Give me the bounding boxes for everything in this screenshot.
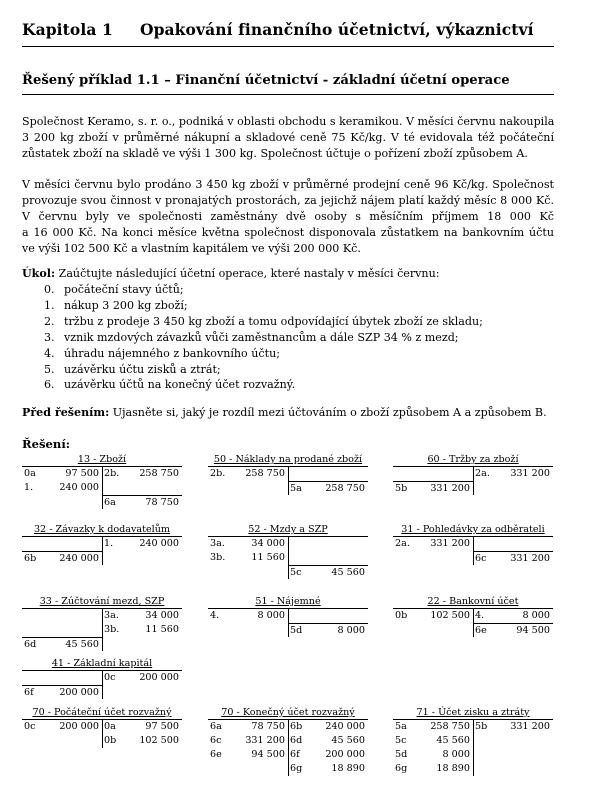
entry-code: 6e: [210, 749, 222, 760]
account-grid: [22, 719, 182, 748]
account-row: [393, 734, 553, 748]
account-row: [22, 734, 182, 748]
entry-code: 6f: [24, 687, 34, 698]
example-title: Řešený příklad 1.1 – Finanční účetnictví - základní účetní operace: [22, 73, 510, 88]
task-text: uzávěrku účtů na konečný účet rozvažný.: [64, 378, 296, 392]
account-grid: [22, 608, 182, 651]
debit-cell: [208, 623, 288, 637]
debit-cell: [393, 551, 473, 565]
entry-code: 5a: [395, 721, 407, 732]
entry-amount: 331 200: [510, 468, 550, 479]
entry-amount: 8 000: [442, 749, 470, 760]
account-row: [393, 537, 553, 551]
debit-cell: [22, 481, 102, 495]
entry-amount: 258 750: [245, 468, 285, 479]
entry-code: 4.: [210, 610, 220, 621]
entry-code: 1.: [104, 538, 114, 549]
entry-amount: 45 560: [331, 567, 365, 578]
account-row: [22, 467, 182, 481]
debit-cell: [22, 637, 102, 651]
account-row: [208, 734, 368, 748]
task-number: 3.: [44, 330, 55, 344]
entry-amount: 11 560: [145, 624, 179, 635]
debit-cell: [393, 481, 473, 495]
task-heading: [22, 266, 439, 282]
paragraph-company: [22, 114, 554, 162]
account-title: 52 - Mzdy a SZP: [248, 524, 328, 535]
entry-amount: 97 500: [65, 468, 99, 479]
account-row: [393, 467, 553, 481]
entry-code: 6b: [24, 553, 37, 564]
account-title: 41 - Základní kapitál: [51, 658, 153, 669]
account-title: 22 - Bankovní účet: [427, 596, 519, 607]
account-row: [208, 623, 368, 637]
entry-code: 5b: [475, 721, 488, 732]
task-text: uzávěrku účtu zisků a ztrát;: [64, 362, 221, 376]
credit-cell: [102, 671, 182, 685]
t-account: [393, 707, 553, 776]
entry-amount: 34 000: [251, 538, 285, 549]
account-grid: [393, 608, 553, 637]
account-row: [208, 551, 368, 565]
account-row: [22, 551, 182, 565]
entry-amount: 331 200: [430, 538, 470, 549]
account-row: [208, 609, 368, 623]
account-row: [22, 623, 182, 637]
task-number: 1.: [44, 298, 55, 312]
entry-amount: 94 500: [251, 749, 285, 760]
t-account: [22, 524, 182, 565]
entry-code: 6c: [210, 735, 222, 746]
entry-code: 1.: [24, 482, 34, 493]
entry-amount: 11 560: [251, 552, 285, 563]
text-line: provozuje svou činnost v pronajatých prostorách, za jejichž nájem platí každý měsíc 8 000 Kč.: [22, 193, 554, 207]
entry-amount: 18 890: [436, 763, 470, 774]
account-row: [208, 720, 368, 734]
credit-cell: [102, 467, 182, 481]
entry-code: 5d: [395, 749, 408, 760]
credit-cell: [473, 748, 553, 762]
entry-code: 6c: [475, 553, 487, 564]
credit-cell: [102, 720, 182, 734]
task-number: 6.: [44, 378, 55, 392]
task-text: vznik mzdových závazků vůči zaměstnancům a dále SZP 34 % z mezd;: [64, 330, 459, 344]
solution-label: Řešení:: [22, 437, 71, 451]
credit-cell: [288, 537, 368, 551]
entry-code: 6d: [290, 735, 303, 746]
debit-cell: [22, 734, 102, 748]
debit-cell: [393, 467, 473, 481]
task-item: [44, 282, 483, 298]
entry-code: 0a: [24, 468, 36, 479]
task-item: [44, 362, 483, 378]
debit-cell: [208, 734, 288, 748]
entry-amount: 331 200: [510, 553, 550, 564]
account-title: 71 - Účet zisku a ztráty: [416, 707, 530, 718]
entry-amount: 94 500: [516, 625, 550, 636]
account-grid: [393, 466, 553, 495]
credit-cell: [473, 481, 553, 495]
task-number: 4.: [44, 346, 55, 360]
entry-amount: 331 200: [245, 735, 285, 746]
account-row: [208, 467, 368, 481]
entry-amount: 200 000: [59, 721, 99, 732]
debit-cell: [208, 609, 288, 623]
debit-cell: [208, 762, 288, 776]
entry-amount: 331 200: [430, 483, 470, 494]
account-row: [208, 565, 368, 579]
entry-amount: 8 000: [522, 610, 550, 621]
entry-code: 5c: [395, 735, 407, 746]
debit-cell: [393, 623, 473, 637]
t-account: [208, 524, 368, 579]
credit-cell: [102, 685, 182, 699]
account-row: [208, 748, 368, 762]
entry-code: 5d: [290, 625, 303, 636]
t-account: [22, 707, 182, 748]
entry-code: 0c: [104, 672, 116, 683]
task-number: 2.: [44, 314, 55, 328]
account-grid: [208, 608, 368, 637]
account-grid: [208, 719, 368, 776]
account-title: 32 - Závazky k dodavatelům: [33, 524, 171, 535]
task-text: úhradu nájemného z bankovního účtu;: [64, 346, 280, 360]
account-title: 51 - Nájemné: [255, 596, 321, 607]
entry-amount: 8 000: [337, 625, 365, 636]
account-grid: [22, 536, 182, 565]
text-line: ve výši 102 500 Kč a vlastním kapitálem ve výši 200 000 Kč.: [22, 241, 361, 255]
entry-amount: 97 500: [145, 721, 179, 732]
t-account: [393, 454, 553, 495]
account-row: [208, 762, 368, 776]
entry-amount: 102 500: [430, 610, 470, 621]
task-text: nákup 3 200 kg zboží;: [64, 298, 188, 312]
account-title: 70 - Počáteční účet rozvažný: [32, 707, 172, 718]
debit-cell: [208, 720, 288, 734]
credit-cell: [473, 551, 553, 565]
entry-code: 2b.: [210, 468, 226, 479]
entry-code: 6g: [290, 763, 303, 774]
debit-cell: [22, 609, 102, 623]
credit-cell: [102, 609, 182, 623]
credit-cell: [473, 537, 553, 551]
t-account: [22, 454, 182, 509]
credit-cell: [102, 495, 182, 509]
entry-code: 6a: [210, 721, 222, 732]
pre-solution-note: [22, 406, 547, 419]
chapter-rule: [22, 46, 554, 47]
credit-cell: [102, 734, 182, 748]
account-row: [208, 481, 368, 495]
debit-cell: [393, 734, 473, 748]
debit-cell: [393, 537, 473, 551]
account-row: [393, 720, 553, 734]
entry-code: 2a.: [475, 468, 490, 479]
credit-cell: [102, 537, 182, 551]
debit-cell: [208, 551, 288, 565]
debit-cell: [393, 762, 473, 776]
t-account: [208, 596, 368, 637]
chapter-number: Kapitola 1: [22, 20, 113, 39]
credit-cell: [473, 762, 553, 776]
account-grid: [22, 670, 182, 699]
account-title: 31 - Pohledávky za odběrateli: [401, 524, 545, 535]
account-row: [22, 537, 182, 551]
entry-amount: 331 200: [510, 721, 550, 732]
task-number: 0.: [44, 283, 55, 296]
credit-cell: [288, 748, 368, 762]
text-line: Společnost Keramo, s. r. o., podniká v oblasti obchodu s keramikou. V měsíci červnu nakoupila: [22, 115, 555, 128]
debit-cell: [22, 720, 102, 734]
task-item: [44, 314, 483, 330]
credit-cell: [288, 762, 368, 776]
text-line: a 16 000 Kč. Na konci měsíce května společnost disponovala zůstatkem na bankovním účtu: [22, 225, 554, 239]
entry-code: 0b: [104, 735, 117, 746]
debit-cell: [393, 720, 473, 734]
account-title: 70 - Konečný účet rozvažný: [221, 707, 355, 718]
task-item: [44, 346, 483, 362]
text-line: V měsíci červnu bylo prodáno 3 450 kg zboží v průměrné prodejní ceně 96 Kč/kg. Společnost: [22, 178, 554, 191]
entry-code: 5a: [290, 483, 302, 494]
entry-code: 6f: [290, 749, 300, 760]
entry-amount: 18 890: [331, 763, 365, 774]
example-rule: [22, 94, 554, 95]
debit-cell: [22, 467, 102, 481]
credit-cell: [473, 720, 553, 734]
entry-amount: 45 560: [436, 735, 470, 746]
text-line: zůstatek zboží na skladě ve výši 1 300 kg. Společnost účtuje o pořízení zboží způsobem A.: [22, 146, 528, 160]
t-account: [22, 658, 182, 699]
credit-cell: [288, 623, 368, 637]
entry-amount: 78 750: [251, 721, 285, 732]
entry-code: 5c: [290, 567, 302, 578]
text-line: V červnu byly ve společnosti zaměstnány dvě osoby s měsíčním příjmem 18 000 Kč: [22, 209, 554, 223]
account-row: [22, 671, 182, 685]
debit-cell: [22, 537, 102, 551]
task-number: 5.: [44, 362, 55, 376]
debit-cell: [208, 748, 288, 762]
entry-code: 0a: [104, 721, 116, 732]
credit-cell: [102, 623, 182, 637]
entry-amount: 240 000: [59, 553, 99, 564]
account-row: [22, 495, 182, 509]
account-row: [393, 623, 553, 637]
task-item: [44, 298, 483, 314]
credit-cell: [288, 734, 368, 748]
credit-cell: [288, 565, 368, 579]
debit-cell: [22, 551, 102, 565]
task-text: tržbu z prodeje 3 450 kg zboží a tomu odpovídající úbytek zboží ze skladu;: [64, 314, 483, 328]
entry-amount: 240 000: [325, 721, 365, 732]
text-line: 3 200 kg zboží v průměrné nákupní a skladové ceně 75 Kč/kg. V té evidovala též počáteční: [22, 130, 554, 144]
entry-amount: 78 750: [145, 497, 179, 508]
account-row: [22, 481, 182, 495]
debit-cell: [208, 537, 288, 551]
entry-amount: 258 750: [325, 483, 365, 494]
paragraph-details: [22, 177, 554, 257]
entry-code: 2b.: [104, 468, 120, 479]
t-account: [22, 596, 182, 651]
credit-cell: [473, 609, 553, 623]
entry-amount: 34 000: [145, 610, 179, 621]
entry-code: 2a.: [395, 538, 410, 549]
debit-cell: [208, 481, 288, 495]
credit-cell: [288, 720, 368, 734]
debit-cell: [22, 671, 102, 685]
chapter-title: Opakování finančního účetnictví, výkaznictví: [140, 20, 534, 39]
account-grid: [208, 536, 368, 579]
account-row: [208, 537, 368, 551]
task-list: [44, 282, 483, 393]
credit-cell: [288, 481, 368, 495]
debit-cell: [393, 609, 473, 623]
account-row: [22, 685, 182, 699]
account-row: [393, 762, 553, 776]
entry-amount: 200 000: [139, 672, 179, 683]
entry-amount: 45 560: [331, 735, 365, 746]
account-title: 60 - Tržby za zboží: [427, 454, 519, 465]
account-row: [393, 481, 553, 495]
entry-code: 3a.: [210, 538, 225, 549]
entry-amount: 200 000: [59, 687, 99, 698]
entry-code: 6g: [395, 763, 408, 774]
credit-cell: [473, 623, 553, 637]
account-row: [22, 720, 182, 734]
t-account: [393, 596, 553, 637]
t-account: [208, 707, 368, 776]
task-intro: Zaúčtujte následující účetní operace, které nastaly v měsíci červnu:: [55, 267, 440, 280]
debit-cell: [393, 748, 473, 762]
entry-code: 6a: [104, 497, 116, 508]
entry-code: 6e: [475, 625, 487, 636]
t-account: [208, 454, 368, 495]
entry-code: 3b.: [104, 624, 120, 635]
entry-amount: 200 000: [325, 749, 365, 760]
credit-cell: [288, 609, 368, 623]
chapter-heading: [22, 20, 534, 39]
entry-code: 0c: [24, 721, 36, 732]
entry-code: 3a.: [104, 610, 119, 621]
task-label: Úkol:: [22, 267, 56, 280]
account-grid: [393, 536, 553, 565]
account-row: [22, 609, 182, 623]
account-row: [22, 637, 182, 651]
task-text: počáteční stavy účtů;: [64, 283, 184, 296]
debit-cell: [22, 623, 102, 637]
account-row: [393, 551, 553, 565]
entry-code: 6b: [290, 721, 303, 732]
credit-cell: [288, 467, 368, 481]
task-item: [44, 330, 483, 346]
entry-code: 4.: [475, 610, 485, 621]
account-title: 33 - Zúčtování mezd, SZP: [39, 596, 165, 607]
entry-amount: 240 000: [139, 538, 179, 549]
pre-solution-text: Ujasněte si, jaký je rozdíl mezi účtováním o zboží způsobem A a způsobem B.: [109, 406, 547, 419]
account-row: [393, 609, 553, 623]
pre-solution-label: Před řešením:: [22, 406, 110, 419]
entry-code: 6d: [24, 639, 37, 650]
account-grid: [22, 466, 182, 509]
entry-code: 0b: [395, 610, 408, 621]
entry-amount: 240 000: [59, 482, 99, 493]
credit-cell: [102, 551, 182, 565]
credit-cell: [288, 551, 368, 565]
credit-cell: [102, 637, 182, 651]
entry-amount: 45 560: [65, 639, 99, 650]
account-title: 13 - Zboží: [77, 454, 127, 465]
entry-amount: 258 750: [430, 721, 470, 732]
t-account: [393, 524, 553, 565]
entry-amount: 102 500: [139, 735, 179, 746]
account-title: 50 - Náklady na prodané zboží: [213, 454, 363, 465]
entry-amount: 258 750: [139, 468, 179, 479]
task-item: [44, 377, 483, 393]
entry-code: 3b.: [210, 552, 226, 563]
entry-amount: 8 000: [257, 610, 285, 621]
account-row: [393, 748, 553, 762]
account-grid: [393, 719, 553, 776]
credit-cell: [473, 467, 553, 481]
debit-cell: [208, 565, 288, 579]
entry-code: 5b: [395, 483, 408, 494]
debit-cell: [208, 467, 288, 481]
debit-cell: [22, 495, 102, 509]
credit-cell: [473, 734, 553, 748]
credit-cell: [102, 481, 182, 495]
account-grid: [208, 466, 368, 495]
debit-cell: [22, 685, 102, 699]
